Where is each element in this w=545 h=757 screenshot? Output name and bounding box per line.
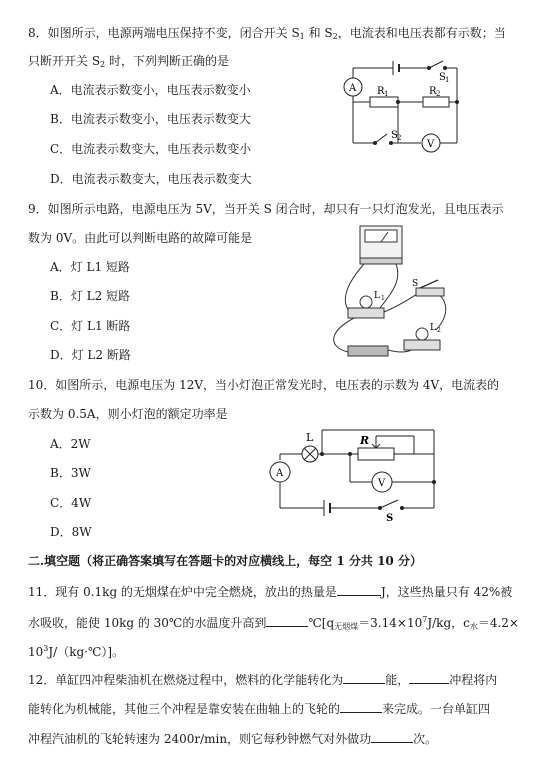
lamp-l2-icon <box>416 328 428 340</box>
switch-blade <box>380 500 398 508</box>
svg-text:S: S <box>439 72 446 83</box>
svg-text:V: V <box>427 139 435 150</box>
q9-option-a: A．灯 L1 短路 <box>50 260 130 274</box>
svg-text:S: S <box>391 130 398 141</box>
resistor-r1 <box>370 97 398 107</box>
q9-option-c: C．灯 L1 断路 <box>50 319 131 333</box>
q8-option-a: A．电流表示数变小，电压表示数变小 <box>50 83 251 97</box>
q10-line-1: 10．如图所示，电源电压为 12V，当小灯泡正常发光时，电压表的示数为 4V，电流表的 <box>28 378 500 392</box>
q12-blank-3[interactable] <box>340 700 382 713</box>
svg-text:R: R <box>429 86 437 97</box>
q10-line-2: 示数为 0.5A，则小灯泡的额定功率是 <box>28 407 228 421</box>
q8-line-1: 8．如图所示，电源两端电压保持不变，闭合开关 $S_1$ 和 $S_2$，电流表和电压表都有示数；当 <box>28 26 506 41</box>
svg-text:L: L <box>430 323 436 333</box>
section-2-title: 二.填空题（将正确答案填写在答题卡的对应横线上，每空 1 分共 10 分） <box>28 554 422 568</box>
lamp-l1-base <box>348 308 384 318</box>
q11-blank-2[interactable] <box>266 614 308 627</box>
q11-line-3: $10^3J/(kg\cdot℃)$]。 <box>28 644 125 659</box>
svg-text:1: 1 <box>381 295 385 302</box>
q9-line-1: 9．如图所示电路，电源电压为 5V，当开关 S 闭合时，却只有一只灯泡发光，且电压表示 <box>28 202 504 216</box>
q12-line-3: 冲程汽油机的飞轮转速为 2400r/min，则它每秒钟燃气对外做功 次。 <box>28 732 438 746</box>
svg-text:S: S <box>386 513 394 522</box>
q11-line-2: 水吸收，能使 10kg 的 30℃的水温度升高到 $℃[q_{无烟煤}=3.14\times 10^7J/kg$，$c_水=4.2\times$ <box>28 615 519 631</box>
resistor-r2 <box>423 97 449 107</box>
q11-line-1: 11．现有 0.1kg 的无烟煤在炉中完全燃烧，放出的热量是 J，这些热量只有 42%被 <box>28 585 513 599</box>
q9-option-b: B．灯 L2 短路 <box>50 289 131 303</box>
q9-option-d: D．灯 L2 断路 <box>50 348 131 362</box>
q8-circuit-diagram <box>335 58 470 168</box>
q12-blank-1[interactable] <box>343 671 385 684</box>
svg-text:A: A <box>349 83 357 94</box>
q12-line-2: 能转化为机械能，其他三个冲程是靠安装在曲轴上的飞轮的 来完成。一台单缸四 <box>28 702 491 716</box>
svg-text:V: V <box>378 478 386 489</box>
q10-option-d: D．8W <box>50 525 92 539</box>
svg-text:A: A <box>276 468 284 479</box>
switch-s-lever <box>420 280 438 288</box>
q10-option-a: A．2W <box>50 437 91 451</box>
rheostat-body <box>358 448 394 460</box>
switch-s1-blade <box>429 61 443 68</box>
svg-text:R: R <box>360 434 370 447</box>
switch-s2-blade <box>375 134 387 143</box>
q12-blank-2[interactable] <box>409 671 449 684</box>
lamp-l2-base <box>404 340 440 350</box>
q12-blank-4[interactable] <box>371 730 413 743</box>
q11-blank-1[interactable] <box>337 583 381 596</box>
q12-line-1: 12．单缸四冲程柴油机在燃烧过程中，燃料的化学能转化为 能， 冲程将内 <box>28 673 498 687</box>
svg-text:2: 2 <box>436 90 441 98</box>
q10-option-c: C．4W <box>50 496 92 510</box>
q10-circuit-diagram <box>262 426 442 522</box>
q8-option-c: C．电流表示数变大，电压表示数变小 <box>50 142 252 156</box>
svg-text:L: L <box>374 291 380 301</box>
q8-option-b: B．电流表示数变小，电压表示数变大 <box>50 112 251 126</box>
svg-text:L: L <box>306 431 314 444</box>
svg-text:2: 2 <box>437 327 441 334</box>
q10-option-b: B．3W <box>50 466 91 480</box>
q8-option-d: D．电流表示数变大，电压表示数变大 <box>50 172 252 186</box>
svg-text:R: R <box>377 86 385 97</box>
q9-line-2: 数为 0V。由此可以判断电路的故障可能是 <box>28 231 253 245</box>
svg-text:S: S <box>412 279 419 289</box>
switch-s-base <box>416 288 444 296</box>
lamp-l1-icon <box>360 296 372 308</box>
svg-text:1: 1 <box>384 90 389 98</box>
svg-text:1: 1 <box>445 76 450 84</box>
q9-physical-circuit <box>318 222 458 362</box>
svg-text:2: 2 <box>397 134 402 142</box>
battery-box <box>348 346 388 356</box>
q8-line-2: 只断开开关 $S_2$ 时，下列判断正确的是 <box>28 54 229 69</box>
